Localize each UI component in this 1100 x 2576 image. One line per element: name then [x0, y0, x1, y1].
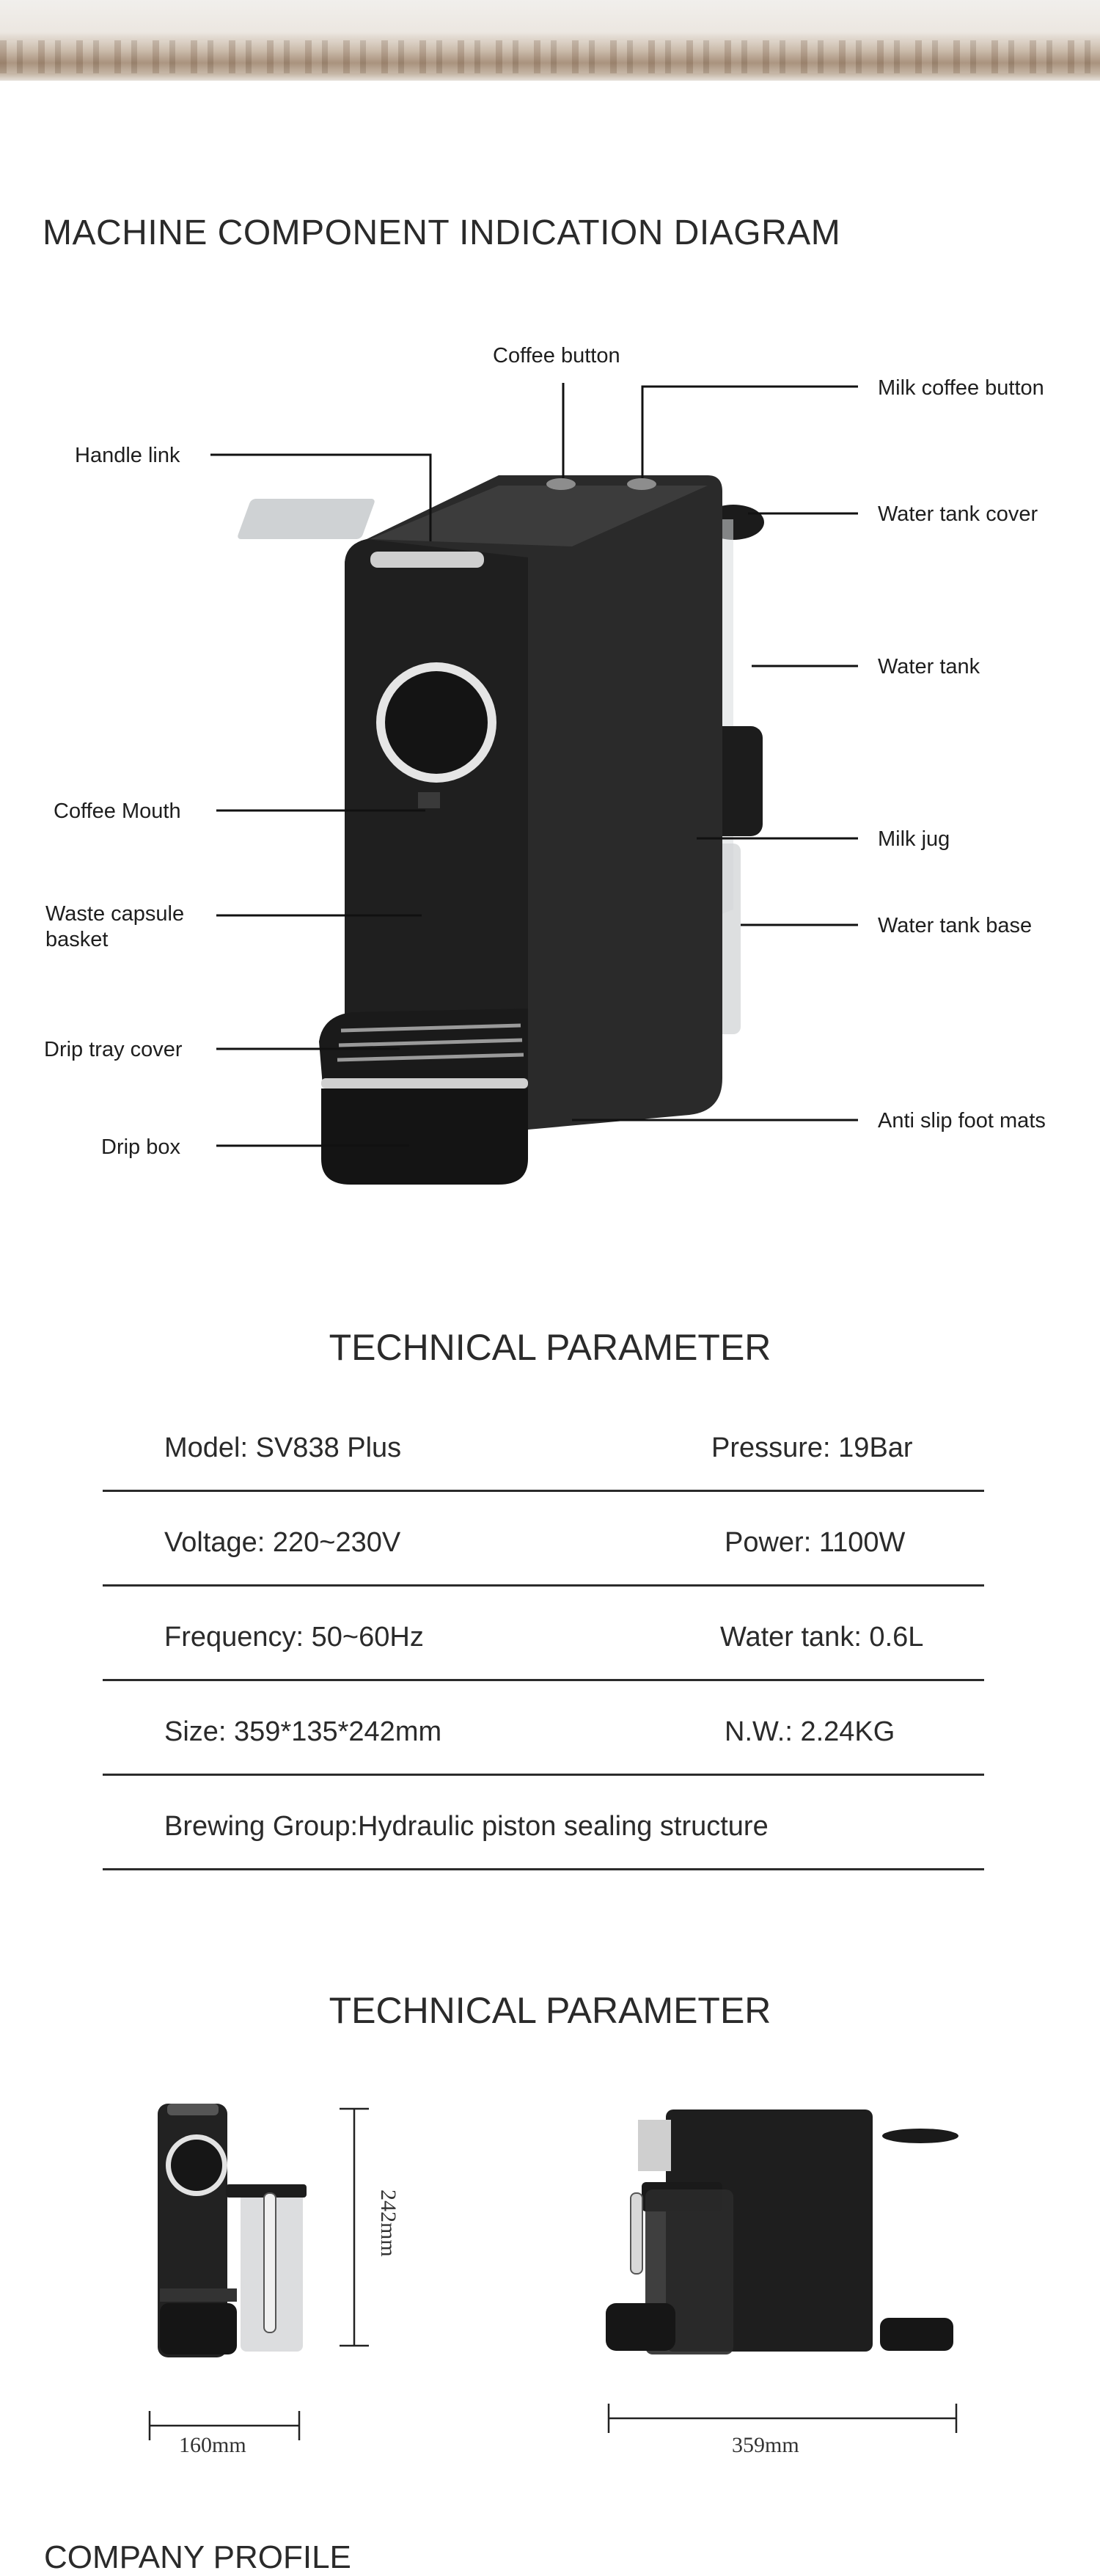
param-brewing-group: Brewing Group:Hydraulic piston sealing structure — [164, 1811, 769, 1842]
param-pressure: Pressure: 19Bar — [711, 1432, 913, 1463]
coffee-button-label: Coffee button — [493, 344, 620, 367]
drip-box-label: Drip box — [101, 1135, 180, 1159]
milk-jug-label: Milk jug — [878, 827, 950, 851]
waste-capsule-basket-label-1: Waste capsule — [45, 902, 185, 926]
waste-capsule-basket-label-2: basket — [45, 928, 109, 951]
param-power: Power: 1100W — [725, 1527, 906, 1558]
dimensions-title: TECHNICAL PARAMETER — [329, 1990, 771, 2031]
param-size: Size: 359*135*242mm — [164, 1716, 442, 1747]
milk-coffee-button-label: Milk coffee button — [878, 376, 1044, 400]
handle-link-label: Handle link — [75, 444, 180, 467]
anti-slip-foot-mats-label: Anti slip foot mats — [878, 1109, 1046, 1133]
param-model: Model: SV838 Plus — [164, 1432, 402, 1463]
height-label: 242mm — [376, 2189, 400, 2257]
param-frequency: Frequency: 50~60Hz — [164, 1622, 424, 1653]
water-tank-cover-label: Water tank cover — [878, 502, 1038, 526]
water-tank-base-label: Water tank base — [878, 914, 1033, 937]
water-tank-label: Water tank — [878, 655, 980, 678]
company-profile-title: COMPANY PROFILE — [44, 2539, 351, 2575]
param-voltage: Voltage: 220~230V — [164, 1527, 401, 1558]
param-water-tank: Water tank: 0.6L — [720, 1622, 924, 1653]
param-weight: N.W.: 2.24KG — [725, 1716, 895, 1747]
technical-title: TECHNICAL PARAMETER — [329, 1327, 771, 1368]
side-view-shape — [606, 2110, 958, 2354]
diagram-title: MACHINE COMPONENT INDICATION DIAGRAM — [43, 213, 841, 252]
front-view-shape — [158, 2104, 307, 2357]
width-label: 160mm — [179, 2433, 246, 2457]
length-label: 359mm — [732, 2433, 799, 2457]
coffee-mouth-label: Coffee Mouth — [54, 799, 181, 823]
drip-tray-cover-label: Drip tray cover — [44, 1038, 183, 1061]
